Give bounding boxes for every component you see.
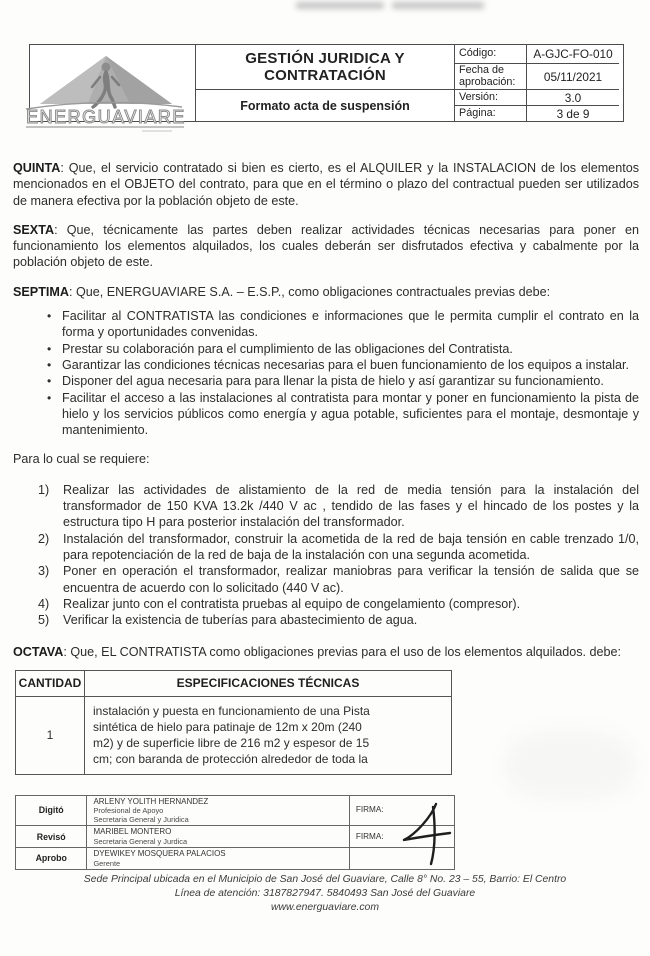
footer-phone: Línea de atención: 3187827947. 5840493 San José del Guaviare [174,887,476,899]
document-subtitle: Formato acta de suspensión [196,90,455,121]
clause-octava-text: : Que, EL CONTRATISTA como obligaciones previas para el uso de los elementos alquilados. debe: [63,645,622,660]
sig-role: Digitó [16,795,87,826]
field-value-version: 3.0 [527,90,619,106]
item-number: 3) [38,564,50,579]
item-text: Instalación del transformador, construir la acometida de la red de baja tensión en cable trenzado 1/0, para repotenciación de la red de baja de la instalación con una segunda acometida. [63,531,639,562]
bullet-icon: • [47,309,52,324]
clause-sexta-label: SEXTA [13,222,55,237]
sig-role: Aprobo [16,848,87,870]
bullet-item [13,308,639,341]
sig-person [87,795,349,826]
sig-name: ARLENY YOLITH HERNANDEZ [93,796,209,806]
bullet-text: Prestar su colaboración para el cumplimiento de las obligaciones del Contratista. [62,341,513,356]
clause-quinta-label: QUINTA [13,161,61,175]
field-label-codigo: Código: [455,45,527,64]
requirements-list [13,482,639,629]
item-text: Verificar la existencia de tuberías para abastecimiento de agua. [63,613,418,628]
clause-septima-text: : Que, ENERGUAVIARE S.A. – E.S.P., como obligaciones contractuales previas debe: [68,284,551,299]
spec-table [15,670,452,775]
clause-septima [13,284,639,300]
sig-detail: Secretaria General y Juridica [93,815,189,825]
numbered-item [13,612,639,628]
sig-name: DYEWIKEY MOSQUERA PALACIOS [93,849,226,859]
sig-name: MARIBEL MONTERO [93,827,172,837]
document-title: GESTIÓN JURIDICA Y CONTRATACIÓN [196,45,455,90]
clause-quinta [13,160,639,209]
item-number: 4) [38,596,50,611]
bullet-item [13,390,639,439]
numbered-item [13,531,639,564]
sig-role: Revisó [16,826,87,848]
bullet-icon: • [47,341,52,356]
requirements-intro: Para lo cual se requiere: [13,452,150,467]
bullet-icon: • [47,374,52,389]
field-label-pagina: Página: [455,106,527,121]
clause-octava [13,644,639,660]
numbered-item [13,563,639,596]
spec-cell-cantidad: 1 [16,696,85,774]
table-row [16,696,452,774]
logo-mountain-icon [22,47,190,133]
table-row [16,826,455,848]
sig-detail: Secretaria General y Jurdica [93,836,188,846]
spec-text: instalación y puesta en funcionamiento de una Pista sintética de hielo para patinaje de 12m x 20m (240 m2) y de superficie libre de 216 m2 y espesor de 15 cm; con baranda de protección alrededor de toda la [93,703,370,766]
table-row [16,848,455,870]
bullet-item [13,357,639,373]
numbered-item [13,596,639,612]
item-text: Realizar las actividades de alistamiento de la red de media tensión para la instalación del transformador de 150 KVA 13.2k /440 V ac , tendido de las fases y el hincado de los postes y la estructura tipo H para posterior instalación del transformador. [63,482,639,530]
clause-sexta [13,222,639,271]
item-text: Poner en operación el transformador, realizar maniobras para verificar la tensión de salida que se encuentra de acuerdo con lo solicitado (440 V ac). [63,564,639,595]
numbered-item [13,482,639,531]
bullet-icon: • [47,390,52,405]
document-body [13,160,639,870]
sig-detail: Gerente [93,858,121,868]
bullet-text: Disponer del agua necesaria para para llenar la pista de hielo y así garantizar su funcionamiento. [62,374,604,389]
spec-header-cantidad: CANTIDAD [16,670,85,696]
signature-table [15,795,455,870]
bullet-item [13,373,639,389]
bleed-through-mark [296,2,384,9]
sig-detail: Profesional de Apoyo [93,806,164,816]
header-table [26,44,624,127]
bullet-item [13,341,639,357]
field-value-pagina: 3 de 9 [556,106,590,121]
footer-address: Sede Principal ubicada en el Municipio de San José del Guaviare, Calle 8° No. 23 – 55, Barrio: El Centro [83,874,567,885]
company-logo [26,45,196,127]
page-footer [0,873,650,914]
logo-wordmark: ENERGUAVIARE [26,107,186,127]
bullet-icon: • [47,357,52,372]
item-number: 5) [38,613,50,628]
item-number: 2) [38,531,50,546]
item-text: Realizar junto con el contratista pruebas al equipo de congelamiento (compresor). [63,596,521,611]
field-value-codigo: A-GJC-FO-010 [527,45,619,64]
bullet-text: Garantizar las condiciones técnicas necesarias para el buen funcionamiento de los equipos a instalar. [62,357,630,372]
bullet-text: Facilitar al CONTRATISTA las condiciones e informaciones que le permita cumplir el contrato en la forma y oportunidades convenidas. [62,309,639,340]
bleed-through-mark [392,2,484,9]
sig-firma-label [349,848,454,870]
bullet-text: Facilitar el acceso a las instalaciones al contratista para montar y poner en funcionamiento la pista de hielo y los servicios públicos como energía y agua potable, suficientes para el montaje, desmontaje y mantenimiento. [62,390,639,438]
clause-septima-label: SEPTIMA [13,284,69,299]
field-value-fecha: 05/11/2021 [527,64,619,90]
clause-octava-label: OCTAVA [13,645,64,660]
septima-bullet-list [13,308,639,438]
clause-sexta-text: : Que, técnicamente las partes deben realizar actividades técnicas necesarias para poner en funcionamiento los elementos alquilados, los cuales deberán ser disfrutados efectiva y cabalmente por la población objeto de este. [13,222,639,270]
footer-website: www.energuaviare.com [271,901,379,913]
spec-table-header-row [16,670,452,696]
sig-person [87,826,349,848]
item-number: 1) [38,482,50,497]
clause-quinta-text: : Que, el servicio contratado si bien es cierto, es el ALQUILER y la INSTALACION de los elementos mencionados en el OBJETO del contrato, para que en el término o plazo del contractual pueden ser utilizados de manera efectiva por la población objeto de este. [13,161,639,208]
spec-cell-especificaciones [85,696,452,774]
sig-firma-label: FIRMA: [349,826,454,848]
sig-firma-label: FIRMA: [349,795,454,826]
table-row [16,795,455,826]
field-label-version: Versión: [455,90,527,106]
field-label-fecha: Fecha de aprobación: [455,64,527,90]
spec-header-especificaciones: ESPECIFICACIONES TÉCNICAS [85,670,452,696]
sig-person [87,848,349,870]
